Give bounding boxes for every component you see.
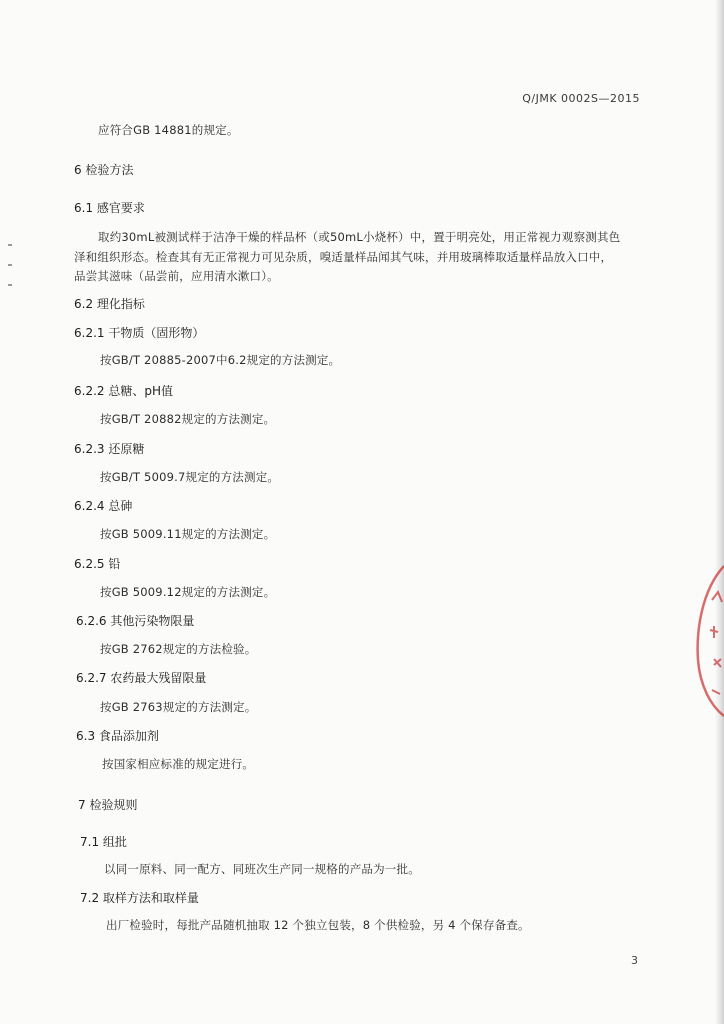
page-number: 3 bbox=[631, 954, 638, 967]
page-edge-shadow bbox=[714, 0, 724, 1024]
paragraph-line: 应符合GB 14881的规定。 bbox=[98, 123, 239, 137]
document-code: Q/JMK 0002S—2015 bbox=[522, 92, 640, 105]
margin-mark bbox=[8, 284, 12, 286]
section-heading: 6.2.4 总砷 bbox=[74, 499, 133, 513]
paragraph-line: 按GB 2763规定的方法测定。 bbox=[100, 700, 257, 714]
section-heading: 6.1 感官要求 bbox=[74, 201, 145, 215]
paragraph-line: 按GB/T 5009.7规定的方法测定。 bbox=[100, 470, 280, 484]
section-heading: 6.2.5 铅 bbox=[74, 557, 121, 571]
paragraph-line: 泽和组织形态。检查其有无正常视力可见杂质，嗅适量样品闻其气味，并用玻璃棒取适量样品放入口中， bbox=[74, 250, 613, 264]
section-heading: 6.2.7 农药最大残留限量 bbox=[76, 671, 207, 685]
paragraph-line: 按GB/T 20885-2007中6.2规定的方法测定。 bbox=[100, 353, 341, 367]
section-heading: 7 检验规则 bbox=[78, 798, 138, 812]
section-heading: 6.2 理化指标 bbox=[74, 297, 145, 311]
paragraph-line: 出厂检验时，每批产品随机抽取 12 个独立包装，8 个供检验，另 4 个保存备查。 bbox=[106, 918, 530, 932]
section-heading: 6.2.6 其他污染物限量 bbox=[76, 614, 195, 628]
paragraph-line: 取约30mL被测试样于洁净干燥的样品杯（或50mL小烧杯）中，置于明亮处，用正常视力观察测其色 bbox=[98, 230, 621, 244]
paragraph-line: 按GB 5009.12规定的方法测定。 bbox=[100, 585, 276, 599]
section-heading: 6.2.3 还原糖 bbox=[74, 442, 145, 456]
paragraph-line: 按GB/T 20882规定的方法测定。 bbox=[100, 412, 276, 426]
paragraph-line: 按GB 5009.11规定的方法测定。 bbox=[100, 527, 276, 541]
section-heading: 7.2 取样方法和取样量 bbox=[80, 891, 199, 905]
red-stamp-fragment bbox=[684, 560, 724, 720]
paragraph-line: 按国家相应标准的规定进行。 bbox=[102, 757, 255, 771]
paragraph-line: 以同一原料、同一配方、同班次生产同一规格的产品为一批。 bbox=[104, 862, 420, 876]
section-heading: 6.3 食品添加剂 bbox=[76, 729, 159, 743]
paragraph-line: 按GB 2762规定的方法检验。 bbox=[100, 642, 257, 656]
margin-mark bbox=[8, 244, 12, 246]
section-heading: 6 检验方法 bbox=[74, 163, 134, 177]
section-heading: 7.1 组批 bbox=[80, 835, 127, 849]
section-heading: 6.2.1 干物质（固形物） bbox=[74, 326, 205, 340]
paragraph-line: 品尝其滋味（品尝前，应用清水漱口）。 bbox=[74, 269, 279, 283]
margin-mark bbox=[8, 264, 12, 266]
section-heading: 6.2.2 总糖、pH值 bbox=[74, 384, 173, 398]
